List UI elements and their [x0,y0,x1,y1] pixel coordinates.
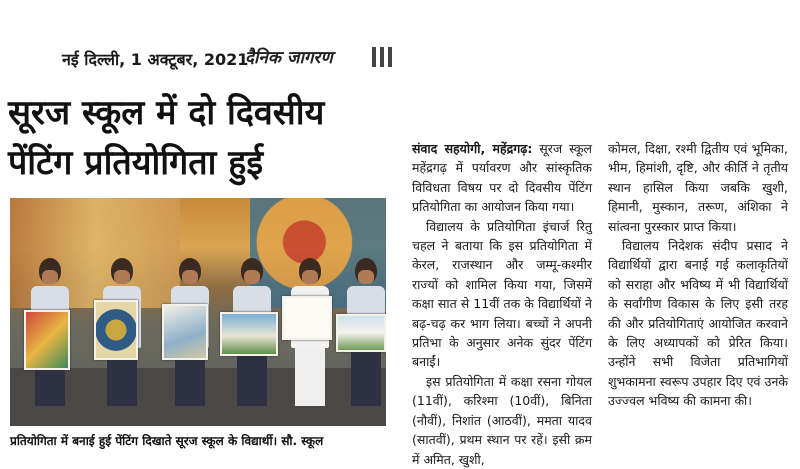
headline [8,88,408,188]
newspaper-logo: दैनिक जागरण [245,48,333,68]
news-photo [10,198,386,426]
logo-bars-icon [372,47,392,67]
painting-5 [282,296,332,340]
headline-line-2: पेंटिंग प्रतियोगिता हुई [8,143,264,183]
painting-4 [220,312,278,356]
article-paragraph: विद्यालय के प्रतियोगिता इंचार्ज रितु चहल ने बताया कि इस प्रतियोगिता में केरल, राजस्थान और जम्मू-कश्मीर राज्यों को शामिल किया गया, जिसमें कक्षा सात से 11वीं तक के विद्यार्थियों ने बढ़-चढ़ कर भाग लिया। बच्चों ने अपनी प्रतिभा के अनुसार अनेक सुंदर पेंटिंग बनाईं। [412,218,592,370]
byline: संवाद सहयोगी, महेंद्रगढ़: [412,141,533,156]
painting-6 [336,314,386,352]
article-column-1 [412,139,592,469]
article-column-2 [608,139,788,411]
painting-3 [162,304,208,360]
photo-caption [10,432,390,449]
article-paragraph: कोमल, दिक्षा, रश्मी द्वितीय एवं भूमिका, भीम, हिमांशी, दृष्टि, और कीर्ति ने तृतीय स्थान हासिल किया जबकि खुशी, हिमानी, मुस्कान, तरूण, अंशिका ने सांत्वना पुरस्कार प्राप्त किया। [608,141,788,234]
article-paragraph: इस प्रतियोगिता में कक्षा रसना गोयल (11वीं), करिश्मा (10वीं), बिनिता (नौवीं), निशांत (आठवीं), ममता यादव (सातवीं), प्रथम स्थान पर रहें। इसी क्रम में अमित, खुशी, [412,373,592,467]
article-lead: सूरज स्कूल महेंद्रगढ़ में पर्यावरण और सांस्कृतिक विविधता विषय पर दो दिवसीय पेंटिंग प्रतियोगिता का आयोजन किया गया। [412,141,593,215]
caption-text: प्रतियोगिता में बनाई हुई पेंटिंग दिखाते सूरज स्कूल के विद्यार्थी। [10,434,278,448]
article-paragraph [412,139,592,217]
caption-credit: सौ. स्कूल [281,434,324,448]
painting-1 [24,310,70,370]
painting-2 [94,300,138,360]
article-paragraph: विद्यालय निदेशक संदीप प्रसाद ने विद्यार्थियों द्वारा बनाई गई कलाकृतियों को सराहा और भविष्य में भी विद्यार्थियों के सर्वांगीण विकास के लिए इसी तरह की और प्रतियोगिताएं आयोजित करवाने के लिए अध्यापकों को प्रेरित किया। उन्होंने सभी विजेता प्रतिभागियों शुभकामना स्वरूप उपहार दिए एवं उनके उज्ज्वल भविष्य की कामना की। [608,238,788,409]
date-line: नई दिल्ली, 1 अक्टूबर, 2021 [62,50,249,69]
headline-line-1: सूरज स्कूल में दो दिवसीय [8,93,325,133]
